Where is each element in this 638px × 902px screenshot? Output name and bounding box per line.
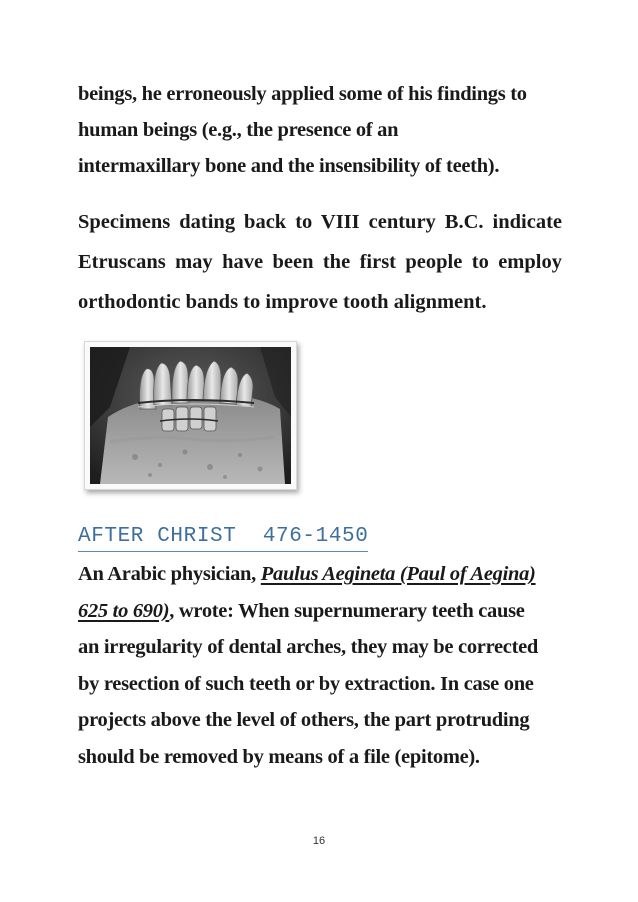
text-line: orthodontic bands to improve tooth alignment. (78, 291, 487, 313)
text-line: Etruscans may have been the first people to employ (78, 251, 562, 273)
jaw-photo-icon (90, 347, 291, 484)
text-line: projects above the level of others, the part protruding (78, 709, 530, 731)
text-line: intermaxillary bone and the insensibility of teeth). (78, 155, 500, 177)
author-name: Paulus Aegineta (Paul of Aegina) (260, 563, 536, 585)
author-dates: 625 to 690) (78, 599, 170, 622)
paragraph-paulus (78, 556, 568, 775)
text-line (78, 593, 568, 630)
text-line: Specimens dating back to VIII century B.C. indicate (78, 211, 562, 233)
text-line: by resection of such teeth or by extraction. In case one (78, 672, 534, 695)
page-number: 16 (312, 835, 326, 847)
text-line: an irregularity of dental arches, they may be corrected (78, 636, 539, 658)
text-line: human beings (e.g., the presence of an (78, 119, 399, 141)
text-segment: An Arabic physician, (78, 563, 261, 585)
jaw-photo-figure (84, 341, 297, 490)
paragraph-etruscans (78, 202, 562, 322)
text-line: beings, he erroneously applied some of his findings to (78, 83, 527, 105)
text-line: should be removed by means of a file (epitome). (78, 745, 480, 768)
section-heading: AFTER CHRIST 476-1450 (78, 524, 368, 552)
paragraph-intro (78, 76, 568, 184)
text-segment: , wrote: When supernumerary teeth cause (169, 599, 525, 622)
text-line (78, 556, 568, 593)
